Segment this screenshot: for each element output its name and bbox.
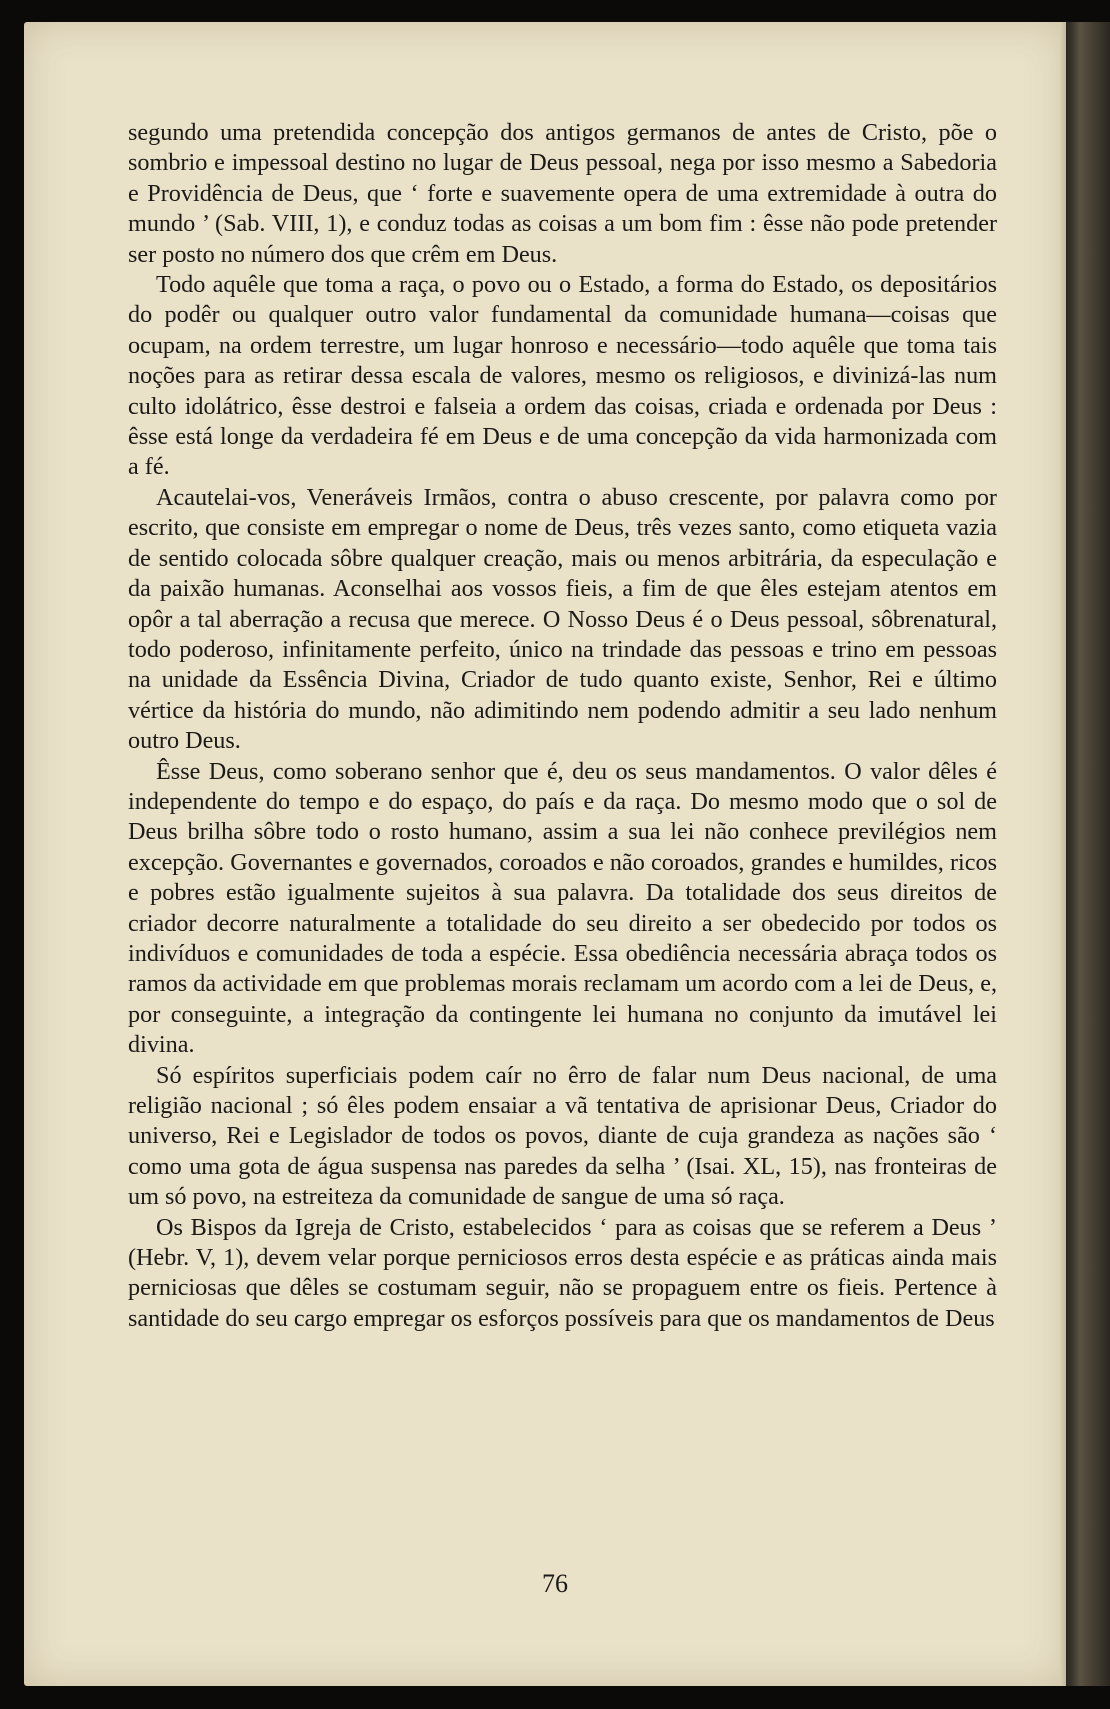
paragraph-2: Todo aquêle que toma a raça, o povo ou o Estado, a forma do Estado, os depositários do podêr ou qualquer outro valor fundamental da comunidade humana—coisas que ocupam, na ordem terrestre, um lugar honroso e necessário—todo aquêle que toma tais noções para as retirar dessa escala de valores, mesmo os religiosos, e divinizá-las num culto idolátrico, êsse destroi e falseia a ordem das coisas, criada e ordenada por Deus : êsse está longe da verdadeira fé em Deus e de uma concepção da vida harmonizada com a fé. — [128, 271, 997, 481]
page-number: 76 — [542, 1569, 568, 1598]
paragraph-6: Os Bispos da Igreja de Cristo, estabelecidos ‘ para as coisas que se referem a Deus ’ (Hebr. V, 1), devem velar porque perniciosos erros desta espécie e as práticas ainda mais perniciosas que dêles se costumam seguir, não se propaguem entre os fieis. Pertence à santidade do seu cargo empregar os esforços possíveis para que os mandamentos de Deus — [128, 1213, 997, 1332]
body-text — [128, 118, 997, 1334]
book-spine — [1066, 22, 1110, 1686]
paragraph-1: segundo uma pretendida concepção dos antigos germanos de antes de Cristo, põe o sombrio e impessoal destino no lugar de Deus pessoal, nega por isso mesmo a Sabedoria e Providência de Deus, que ‘ forte e suavemente opera de uma extremidade à outra do mundo ’ (Sab. VIII, 1), e conduz todas as coisas a um bom fim : êsse não pode pretender ser posto no número dos que crêm em Deus. — [128, 119, 997, 268]
paragraph-5: Só espíritos superficiais podem caír no êrro de falar num Deus nacional, de uma religião nacional ; só êles podem ensaiar a vã tentativa de aprisionar Deus, Criador do universo, Rei e Legislador de todos os povos, diante de cuja grandeza as nações são ‘ como uma gota de água suspensa nas paredes da selha ’ (Isai. XL, 15), nas fronteiras de um só povo, na estreiteza da comunidade de sangue de uma só raça. — [128, 1061, 997, 1211]
paragraph-4: Êsse Deus, como soberano senhor que é, deu os seus mandamentos. O valor dêles é independente do tempo e do espaço, do país e da raça. Do mesmo modo que o sol de Deus brilha sôbre todo o rosto humano, assim a sua lei não conhece previlégios nem excepção. Governantes e governados, coroados e não coroados, grandes e humildes, ricos e pobres estão igualmente sujeitos à sua palavra. Da totalidade dos seus direitos de criador decorre naturalmente a totalidade do seu direito a ser obedecido por todos os indivíduos e comunidades de toda a espécie. Essa obediência necessária abraça todos os ramos da actividade em que problemas morais reclamam um acordo com a lei de Deus, e, por conseguinte, a integração da contingente lei humana no conjunto da imutável lei divina. — [128, 757, 997, 1059]
paragraph-3: Acautelai-vos, Veneráveis Irmãos, contra o abuso crescente, por palavra como por escrito, que consiste em empregar o nome de Deus, três vezes santo, como etiqueta vazia de sentido colocada sôbre qualquer creação, mais ou menos arbitrária, da especulação e da paixão humanas. Aconselhai aos vossos fieis, a fim de que êles estejam atentos em opôr a tal aberração a recusa que merece. O Nosso Deus é o Deus pessoal, sôbrenatural, todo poderoso, infinitamente perfeito, único na trindade das pessoas e trino em pessoas na unidade da Essência Divina, Criador de tudo quanto existe, Senhor, Rei e último vértice da história do mundo, não adimitindo nem podendo admitir a seu lado nenhum outro Deus. — [128, 483, 997, 755]
